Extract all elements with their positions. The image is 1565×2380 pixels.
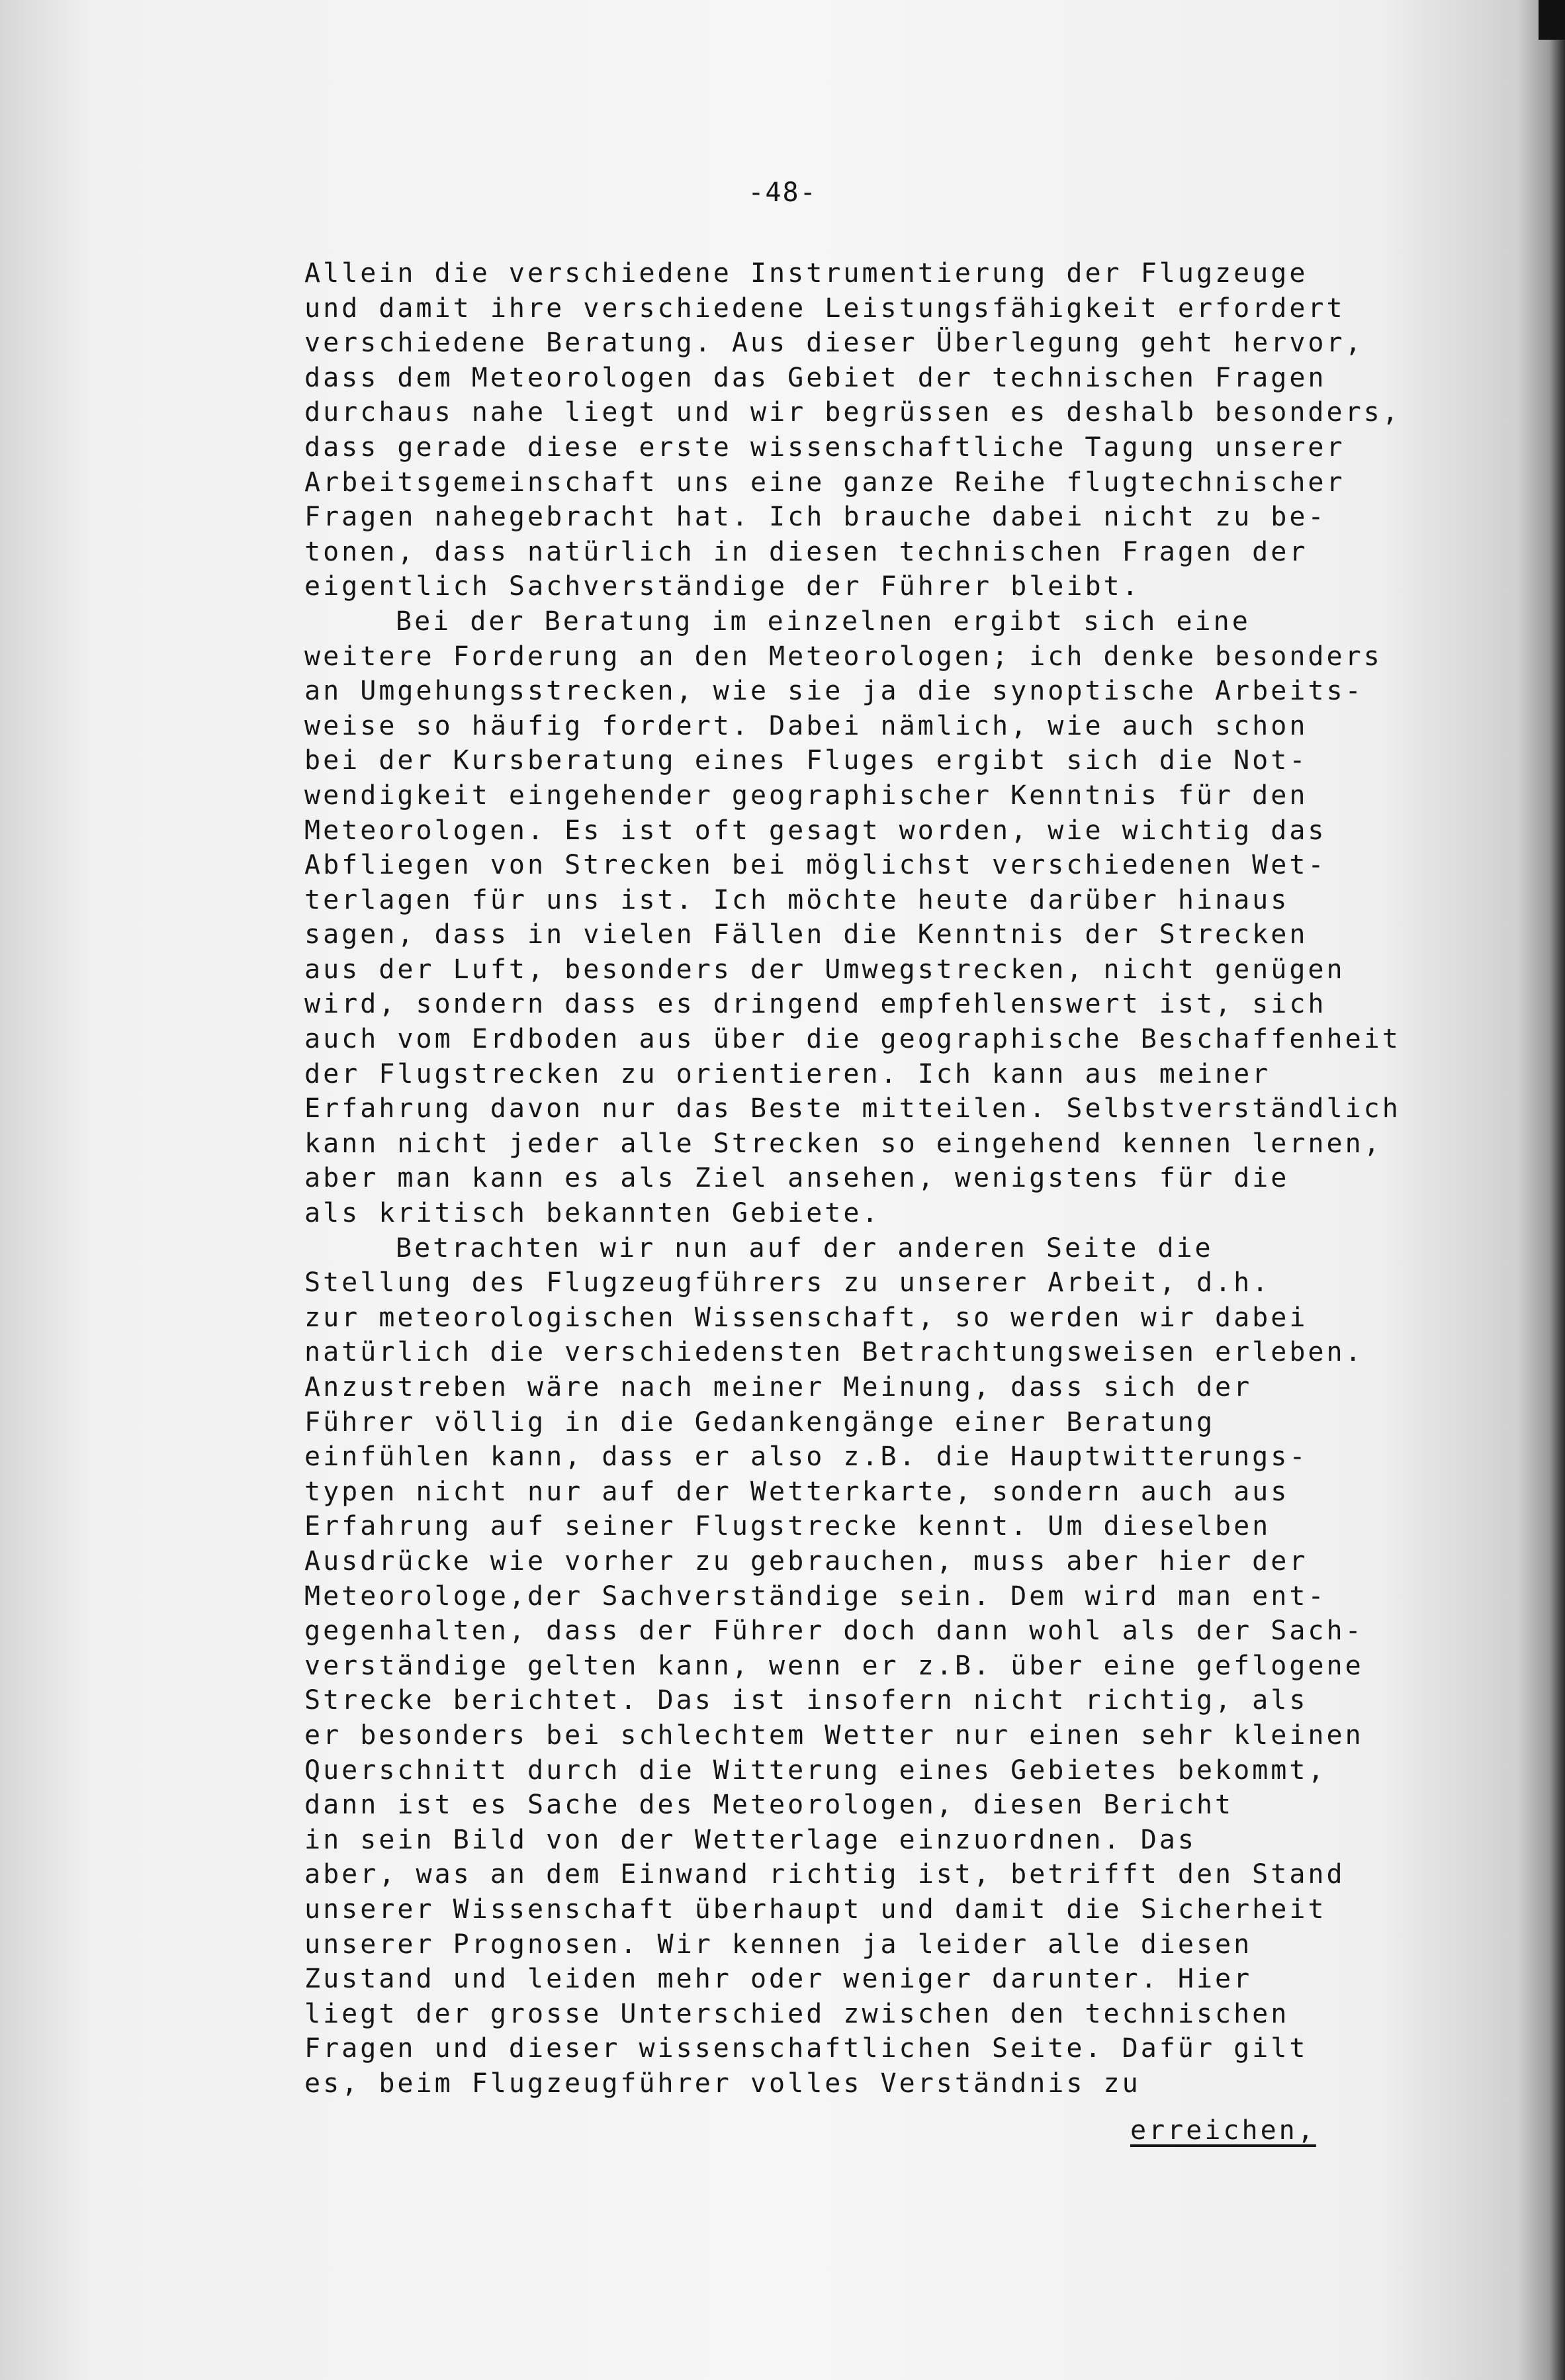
text-line: Fragen und dieser wissenschaftlichen Seite. Dafür gilt: [304, 2033, 1308, 2064]
text-line: weitere Forderung an den Meteorologen; ich denke besonders: [304, 641, 1382, 672]
catchword: erreichen,: [1130, 2115, 1316, 2146]
text-line: gegenhalten, dass der Führer doch dann wohl als der Sach-: [304, 1616, 1364, 1647]
text-line: und damit ihre verschiedene Leistungsfähigkeit erfordert: [304, 293, 1345, 324]
text-line: kann nicht jeder alle Strecken so eingehend kennen lernen,: [304, 1128, 1382, 1159]
text-line: Erfahrung auf seiner Flugstrecke kennt. Um dieselben: [304, 1511, 1271, 1542]
text-line: Führer völlig in die Gedankengänge einer Beratung: [304, 1406, 1216, 1438]
text-line: aus der Luft, besonders der Umwegstrecken, nicht genügen: [304, 954, 1345, 985]
text-line: unserer Wissenschaft überhaupt und damit die Sicherheit: [304, 1894, 1327, 1925]
text-line: es, beim Flugzeugführer volles Verständnis zu: [304, 2068, 1141, 2099]
text-line: Stellung des Flugzeugführers zu unserer Arbeit, d.h.: [304, 1267, 1271, 1299]
text-line: Abfliegen von Strecken bei möglichst verschiedenen Wet-: [304, 850, 1327, 881]
text-line: Strecke berichtet. Das ist insofern nicht richtig, als: [304, 1685, 1308, 1716]
text-line: als kritisch bekannten Gebiete.: [304, 1198, 881, 1229]
text-line: eigentlich Sachverständige der Führer bleibt.: [304, 571, 1141, 602]
text-line: weise so häufig fordert. Dabei nämlich, wie auch schon: [304, 710, 1308, 741]
text-line: Allein die verschiedene Instrumentierung der Flugzeuge: [304, 258, 1308, 289]
text-line: aber man kann es als Ziel ansehen, wenigstens für die: [304, 1163, 1290, 1194]
text-line: verständige gelten kann, wenn er z.B. über eine geflogene: [304, 1650, 1364, 1681]
text-line: verschiedene Beratung. Aus dieser Überlegung geht hervor,: [304, 328, 1364, 359]
text-line: terlagen für uns ist. Ich möchte heute darüber hinaus: [304, 884, 1290, 915]
text-line: wird, sondern dass es dringend empfehlenswert ist, sich: [304, 989, 1327, 1020]
text-line: Ausdrücke wie vorher zu gebrauchen, muss aber hier der: [304, 1545, 1308, 1577]
text-line: Erfahrung davon nur das Beste mitteilen. Selbstverständlich: [304, 1093, 1401, 1124]
text-line: wendigkeit eingehender geographischer Kenntnis für den: [304, 780, 1308, 811]
text-line: einfühlen kann, dass er also z.B. die Hauptwitterungs-: [304, 1442, 1308, 1473]
body-text: [304, 256, 1443, 2101]
scan-edge: [1539, 0, 1565, 40]
text-line: natürlich die verschiedensten Betrachtungsweisen erleben.: [304, 1337, 1364, 1368]
text-line: auch vom Erdboden aus über die geographische Beschaffenheit: [304, 1024, 1401, 1055]
text-line: Meteorologe,der Sachverständige sein. Dem wird man ent-: [304, 1580, 1327, 1612]
text-line: durchaus nahe liegt und wir begrüssen es deshalb besonders,: [304, 397, 1401, 428]
paragraph-start-line: Bei der Beratung im einzelnen ergibt sich eine: [396, 606, 1251, 637]
text-line: Querschnitt durch die Witterung eines Gebietes bekommt,: [304, 1755, 1327, 1786]
text-line: dass gerade diese erste wissenschaftliche Tagung unserer: [304, 432, 1345, 463]
text-line: Arbeitsgemeinschaft uns eine ganze Reihe flugtechnischer: [304, 467, 1345, 498]
page-number: -48-: [748, 177, 817, 208]
text-line: in sein Bild von der Wetterlage einzuordnen. Das: [304, 1824, 1196, 1855]
text-line: Meteorologen. Es ist oft gesagt worden, wie wichtig das: [304, 815, 1327, 846]
text-line: dann ist es Sache des Meteorologen, diesen Bericht: [304, 1790, 1234, 1821]
text-line: er besonders bei schlechtem Wetter nur einen sehr kleinen: [304, 1719, 1364, 1751]
text-line: Anzustreben wäre nach meiner Meinung, dass sich der: [304, 1372, 1253, 1402]
text-line: tonen, dass natürlich in diesen technischen Fragen der: [304, 536, 1308, 567]
paragraph-start-line: Betrachten wir nun auf der anderen Seite die: [396, 1232, 1214, 1263]
text-line: bei der Kursberatung eines Fluges ergibt sich die Not-: [304, 745, 1308, 776]
text-line: aber, was an dem Einwand richtig ist, betrifft den Stand: [304, 1859, 1345, 1890]
text-line: unserer Prognosen. Wir kennen ja leider alle diesen: [304, 1929, 1253, 1960]
text-line: Zustand und leiden mehr oder weniger darunter. Hier: [304, 1964, 1253, 1995]
text-line: der Flugstrecken zu orientieren. Ich kann aus meiner: [304, 1058, 1271, 1089]
text-line: dass dem Meteorologen das Gebiet der technischen Fragen: [304, 362, 1327, 393]
text-line: typen nicht nur auf der Wetterkarte, sondern auch aus: [304, 1476, 1290, 1507]
text-line: liegt der grosse Unterschied zwischen den technischen: [304, 1998, 1290, 2029]
text-line: Fragen nahegebracht hat. Ich brauche dabei nicht zu be-: [304, 502, 1327, 533]
text-line: sagen, dass in vielen Fällen die Kenntnis der Strecken: [304, 919, 1308, 950]
text-line: an Umgehungsstrecken, wie sie ja die synoptische Arbeits-: [304, 676, 1364, 707]
text-line: zur meteorologischen Wissenschaft, so werden wir dabei: [304, 1302, 1308, 1333]
